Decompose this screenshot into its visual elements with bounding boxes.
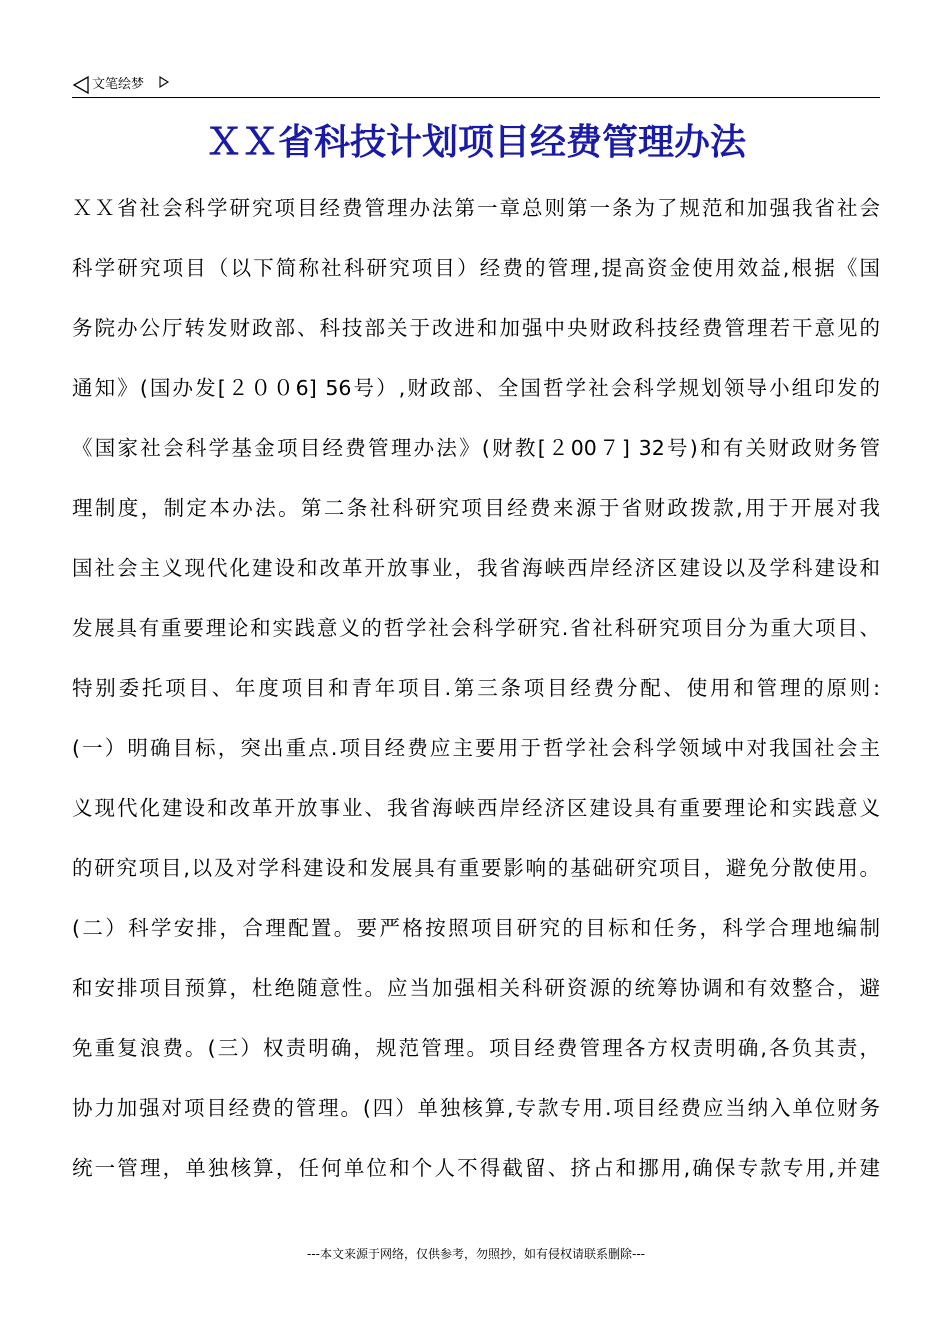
body-line: (二）科学安排，合理配置。要严格按照项目研究的目标和任务，科学合理地编制 xyxy=(72,916,880,940)
body-text xyxy=(72,178,880,1198)
header-divider xyxy=(72,97,880,98)
body-line: 理制度，制定本办法。第二条社科研究项目经费来源于省财政拨款,用于开展对我 xyxy=(72,496,880,520)
body-line: 特别委托项目、年度项目和青年项目.第三条项目经费分配、使用和管理的原则: xyxy=(72,676,880,700)
body-line: ＸＸ省社会科学研究项目经费管理办法第一章总则第一条为了规范和加强我省社会 xyxy=(72,196,880,220)
header-label: 文笔绘梦 xyxy=(92,77,145,92)
body-line: (一）明确目标，突出重点.项目经费应主要用于哲学社会科学领域中对我国社会主 xyxy=(72,736,880,760)
body-line: 和安排项目预算，杜绝随意性。应当加强相关科研资源的统筹协调和有效整合，避 xyxy=(72,976,880,1000)
body-line: 的研究项目,以及对学科建设和发展具有重要影响的基础研究项目，避免分散使用。 xyxy=(72,856,880,880)
body-line: 义现代化建设和改革开放事业、我省海峡西岸经济区建设具有重要理论和实践意义 xyxy=(72,796,880,820)
body-line: 免重复浪费。(三）权责明确，规范管理。项目经费管理各方权责明确,各负其责， xyxy=(72,1036,880,1060)
triangle-right-icon xyxy=(158,75,170,89)
document-header xyxy=(72,72,880,98)
triangle-left-icon xyxy=(72,76,90,94)
body-line: 科学研究项目（以下简称社科研究项目）经费的管理,提高资金使用效益,根据《国 xyxy=(72,256,880,280)
body-line: 国社会主义现代化建设和改革开放事业，我省海峡西岸经济区建设以及学科建设和 xyxy=(72,556,880,580)
page-title: ＸＸ省科技计划项目经费管理办法 xyxy=(205,122,746,163)
body-line: 统一管理，单独核算，任何单位和个人不得截留、挤占和挪用,确保专款专用,并建 xyxy=(72,1156,880,1180)
body-line: 通知》(国办发[２００6] 56号）,财政部、全国哲学社会科学规划领导小组印发的 xyxy=(72,376,880,400)
footer-note: ---本文来源于网络，仅供参考，勿照抄，如有侵权请联系删除--- xyxy=(307,1247,645,1261)
body-line: 《国家社会科学基金项目经费管理办法》(财教[２00７] 32号)和有关财政财务管 xyxy=(72,436,880,460)
body-line: 协力加强对项目经费的管理。(四）单独核算,专款专用.项目经费应当纳入单位财务 xyxy=(72,1096,880,1120)
body-line: 发展具有重要理论和实践意义的哲学社会科学研究.省社科研究项目分为重大项目、 xyxy=(72,616,880,640)
body-line: 务院办公厅转发财政部、科技部关于改进和加强中央财政科技经费管理若干意见的 xyxy=(72,316,880,340)
